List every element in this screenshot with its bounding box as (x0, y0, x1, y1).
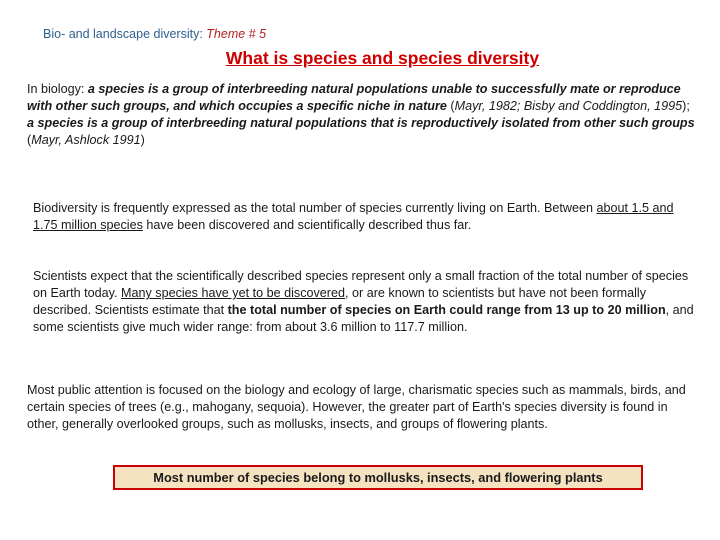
definition-1: a species is a group of interbreeding natural populations unable to successfully mate or reproduce with other such groups, and which occupies a specific niche in nature (27, 82, 681, 113)
species-estimate-bold: the total number of species on Earth could range from 13 up to 20 million (227, 303, 666, 317)
citation-paren: ( (446, 99, 455, 113)
slide-title: What is species and species diversity (225, 48, 540, 68)
definition-2: a species is a group of interbreeding natural populations that is reproductively isolated from other such groups (27, 116, 695, 130)
biodiversity-text: Biodiversity is frequently expressed as the total number of species currently living on Earth. Between (33, 201, 597, 215)
biodiversity-paragraph (33, 200, 693, 234)
definition-paragraph (27, 81, 697, 149)
slide-header (43, 27, 266, 41)
species-count-link[interactable]: about 1.5 and 1.75 million species (33, 201, 674, 232)
definition-lead: In biology: (27, 82, 88, 96)
undiscovered-species-link[interactable]: Many species have yet to be discovered (120, 286, 345, 300)
estimates-paragraph (33, 268, 695, 336)
estimates-text: , or are known to scientists but have not been formally described. Scientists estimate that (33, 286, 647, 317)
course-name: Bio- and landscape diversity: (43, 27, 207, 41)
theme-number: Theme # 5 (206, 27, 267, 41)
callout-box (113, 465, 643, 490)
biodiversity-text: have been discovered and scientifically described thus far. (142, 218, 472, 232)
citation-paren: ) (140, 133, 145, 147)
attention-paragraph: Most public attention is focused on the biology and ecology of large, charismatic species such as mammals, birds, and certain species of trees (e.g., mahogany, sequoia). However, the greater part of Earth's species diversity is found in other, generally overlooked groups, such as mollusks, insects, and groups of flowering plants. (27, 383, 686, 431)
estimates-text: , and some scientists give much wider range: from about 3.6 million to 117.7 million. (33, 303, 694, 334)
citation-paren: ( (27, 133, 32, 147)
citation-paren: ); (682, 99, 690, 113)
citation-2: Mayr, Ashlock 1991 (31, 133, 141, 147)
estimates-text: Scientists expect that the scientifically described species represent only a small fraction of the total number of species on Earth today. (33, 269, 689, 300)
citation-1: Mayr, 1982; Bisby and Coddington, 1995 (454, 99, 683, 113)
callout-text: Most number of species belong to mollusks, insects, and flowering plants (153, 470, 603, 485)
